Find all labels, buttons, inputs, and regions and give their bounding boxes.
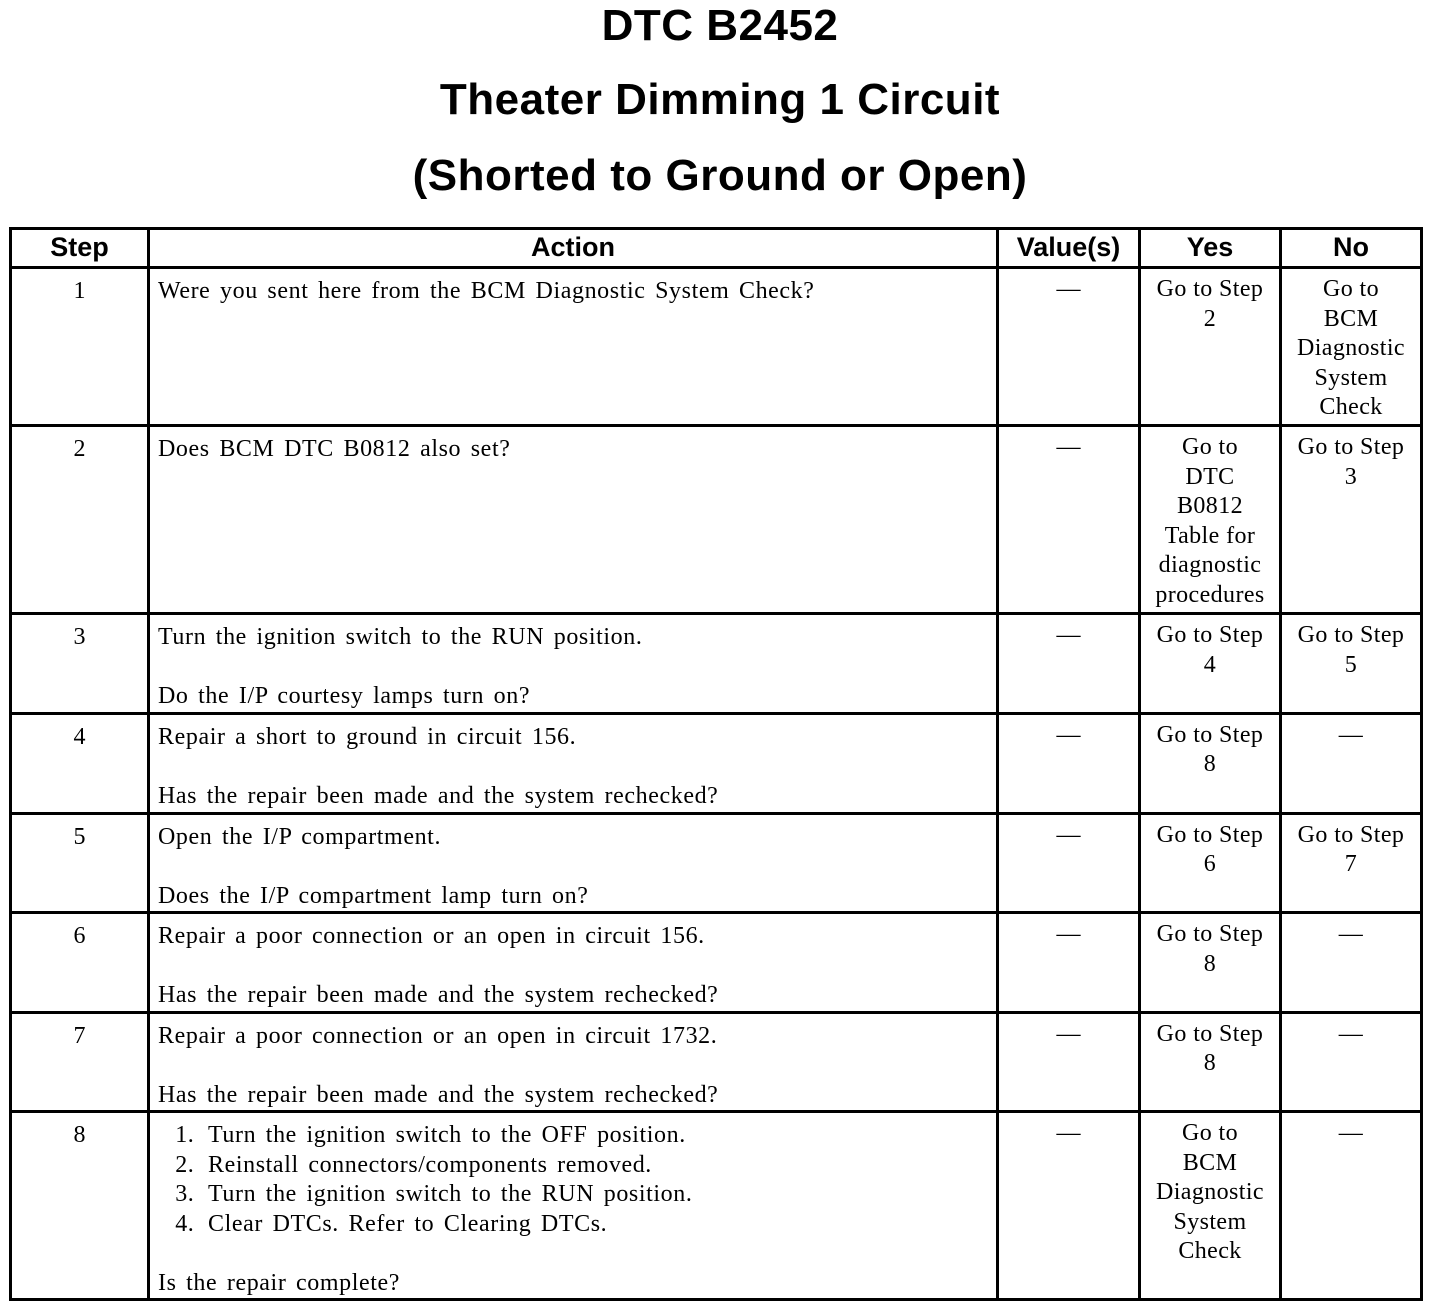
step-number: 1 [11,268,149,426]
value-cell: — [998,713,1140,813]
yes-line: BCM [1182,1149,1238,1176]
action-text: Does BCM DTC B0812 also set? [158,436,511,462]
action-cell [149,1112,998,1300]
value-cell: — [998,268,1140,426]
yes-cell [1140,713,1281,813]
action-question: Do the I/P courtesy lamps turn on? [158,683,531,709]
yes-line: Diagnostic [1156,1179,1264,1205]
yes-line: System [1173,1208,1247,1235]
yes-line: 8 [1203,1050,1217,1076]
no-line: Go to Step [1297,434,1405,460]
title-dtc-code: DTC B2452 [601,1,839,50]
no-cell [1281,614,1422,714]
action-question: Has the repair been made and the system rechecked? [158,1081,719,1108]
value-cell: — [998,1012,1140,1112]
action-text: Repair a poor connection or an open in circuit 1732. [158,1022,718,1049]
value-cell: — [998,913,1140,1013]
table-row-step-7 [11,1012,1422,1112]
no-line: 5 [1344,651,1358,678]
no-cell [1281,713,1422,813]
yes-line: Go to Step [1156,622,1264,648]
header-action: Action [149,229,998,268]
title-circuit-name: Theater Dimming 1 Circuit [439,75,1001,124]
action-cell [149,614,998,714]
yes-line: Go to [1182,434,1238,460]
yes-line: 4 [1203,651,1217,678]
no-line: Go to [1323,276,1379,302]
value-cell: — [998,1112,1140,1300]
no-line: — [1338,1120,1364,1146]
action-text: Were you sent here from the BCM Diagnostic System Check? [158,278,815,304]
table-row-step-1 [11,268,1422,426]
table-row-step-2 [11,426,1422,614]
yes-line: Go to [1182,1120,1238,1146]
action-question: Has the repair been made and the system rechecked? [158,982,719,1008]
no-line: — [1338,721,1364,748]
title-condition: (Shorted to Ground or Open) [412,151,1028,200]
action-text: Repair a poor connection or an open in circuit 156. [158,923,705,949]
yes-line: Go to Step [1156,721,1264,748]
step-number: 3 [11,614,149,714]
yes-line: Go to Step [1156,1020,1264,1047]
no-cell [1281,813,1422,913]
step-number: 5 [11,813,149,913]
yes-line: 2 [1203,305,1217,332]
no-line: Diagnostic [1297,335,1405,361]
yes-line: diagnostic [1158,552,1262,578]
no-cell [1281,1112,1422,1300]
yes-cell [1140,614,1281,714]
no-cell [1281,913,1422,1013]
no-line: Go to Step [1297,622,1405,648]
yes-cell [1140,1012,1281,1112]
yes-line: 8 [1203,751,1217,777]
value-cell: — [998,614,1140,714]
yes-line: DTC [1185,463,1235,490]
yes-cell [1140,913,1281,1013]
table-row-step-8 [11,1112,1422,1300]
action-question: Is the repair complete? [158,1269,401,1296]
header-values: Value(s) [998,229,1140,268]
yes-line: Check [1178,1238,1242,1264]
action-text: Repair a short to ground in circuit 156. [158,723,577,750]
table-row-step-4 [11,713,1422,813]
table-row-step-6 [11,913,1422,1013]
procedure-step: 3. Turn the ignition switch to the RUN position. [204,1180,990,1210]
no-line: Check [1319,394,1383,420]
no-cell [1281,268,1422,426]
procedure-list [158,1121,990,1239]
action-cell [149,426,998,614]
table-row-step-5 [11,813,1422,913]
yes-line: Go to Step [1156,921,1264,947]
action-text: Open the I/P compartment. [158,823,442,850]
no-cell [1281,1012,1422,1112]
action-cell [149,1012,998,1112]
value-cell: — [998,813,1140,913]
no-line: Go to Step [1297,821,1405,848]
yes-line: procedures [1155,581,1265,608]
yes-line: B0812 [1176,493,1243,519]
step-number: 7 [11,1012,149,1112]
no-cell [1281,426,1422,614]
step-number: 6 [11,913,149,1013]
value-cell: — [998,426,1140,614]
no-line: — [1338,1020,1364,1047]
procedure-step: 1. Turn the ignition switch to the OFF position. [204,1121,990,1151]
table-row-step-3 [11,614,1422,714]
step-number: 8 [11,1112,149,1300]
yes-line: Table for [1164,522,1256,549]
yes-cell [1140,426,1281,614]
no-line: — [1338,921,1364,947]
action-cell [149,268,998,426]
action-cell [149,913,998,1013]
yes-line: Go to Step [1156,276,1264,302]
yes-line: 8 [1203,950,1217,977]
header-no: No [1281,229,1422,268]
step-number: 4 [11,713,149,813]
action-text: Turn the ignition switch to the RUN position. [158,624,643,650]
yes-cell [1140,813,1281,913]
action-question: Does the I/P compartment lamp turn on? [158,882,589,909]
header-step: Step [11,229,149,268]
yes-line: 6 [1203,851,1217,877]
header-yes: Yes [1140,229,1281,268]
action-question: Has the repair been made and the system rechecked? [158,782,719,809]
yes-cell [1140,1112,1281,1300]
yes-cell [1140,268,1281,426]
no-line: 3 [1344,463,1358,490]
diagnostic-table [9,227,1423,1301]
yes-line: Go to Step [1156,821,1264,848]
no-line: 7 [1344,851,1358,877]
no-line: BCM [1323,305,1379,332]
step-number: 2 [11,426,149,614]
no-line: System [1314,364,1388,391]
procedure-step: 4. Clear DTCs. Refer to Clearing DTCs. [204,1210,990,1240]
action-cell [149,813,998,913]
procedure-step: 2. Reinstall connectors/components removed. [204,1151,990,1181]
header-row [11,229,1422,268]
action-cell [149,713,998,813]
